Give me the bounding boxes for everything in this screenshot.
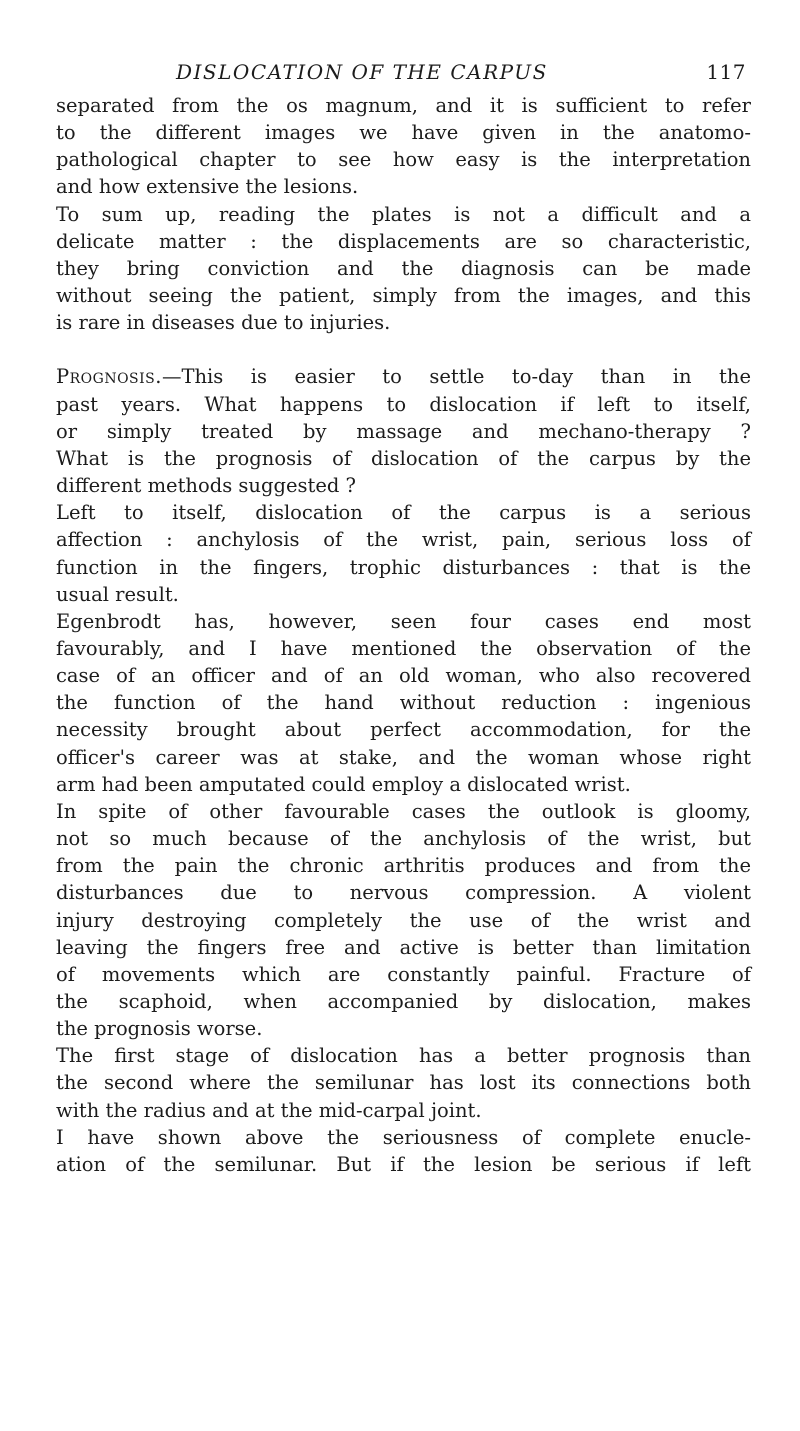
text-line: To sum up, reading the plates is not a difficult and a xyxy=(56,202,751,226)
section-gap xyxy=(56,336,751,363)
text-line: usual result. xyxy=(56,582,179,606)
text-line: necessity brought about perfect accommodation, for the xyxy=(56,718,751,742)
text-line: case of an officer and of an old woman, who also recovered xyxy=(56,664,751,688)
text-run: —This is easier to settle to-day than in the xyxy=(161,365,751,389)
page-number: 117 xyxy=(706,60,746,84)
paragraph-outlook xyxy=(56,798,751,1042)
text-line: separated from the os magnum, and it is sufficient to refer xyxy=(56,94,751,117)
text-line: to the different images we have given in the anatomo- xyxy=(56,121,751,145)
text-line: from the pain the chronic arthritis produces and from the xyxy=(56,854,751,878)
text-line: affection : anchylosis of the wrist, pain, serious loss of xyxy=(56,528,751,552)
running-title: DISLOCATION OF THE CARPUS xyxy=(176,60,548,84)
text-line: ation of the semilunar. But if the lesion be serious if left xyxy=(56,1152,751,1176)
paragraph-prognosis xyxy=(56,363,751,499)
text-line: the scaphoid, when accompanied by dislocation, makes xyxy=(56,990,751,1013)
text-line: I have shown above the seriousness of complete enucle- xyxy=(56,1125,751,1149)
paragraph-os-magnum xyxy=(56,92,751,201)
text-line: officer's career was at stake, and the woman whose right xyxy=(56,745,751,769)
text-line: they bring conviction and the diagnosis can be made xyxy=(56,256,751,280)
section-heading-prognosis: Prognosis. xyxy=(56,365,162,389)
paragraph-first-stage xyxy=(56,1042,751,1123)
text-line xyxy=(56,363,751,390)
text-line: injury destroying completely the use of the wrist and xyxy=(56,908,751,932)
text-line: Left to itself, dislocation of the carpus is a serious xyxy=(56,501,751,525)
body-text xyxy=(56,92,751,1178)
text-line: pathological chapter to see how easy is the interpretation xyxy=(56,148,751,172)
text-line: with the radius and at the mid-carpal joint. xyxy=(56,1098,482,1122)
paragraph-egenbrodt xyxy=(56,608,751,798)
text-line: disturbances due to nervous compression. A violent xyxy=(56,881,751,905)
text-line: the second where the semilunar has lost its connections both xyxy=(56,1071,751,1095)
text-line: In spite of other favourable cases the outlook is gloomy, xyxy=(56,799,751,823)
text-line: arm had been amputated could employ a dislocated wrist. xyxy=(56,772,631,796)
text-line: leaving the fingers free and active is better than limitation xyxy=(56,935,751,959)
text-line: or simply treated by massage and mechano-therapy ? xyxy=(56,419,751,443)
paragraph-sum-up xyxy=(56,201,751,337)
text-line: function in the fingers, trophic disturbances : that is the xyxy=(56,555,751,579)
text-line: Egenbrodt has, however, seen four cases end most xyxy=(56,609,751,633)
text-line: favourably, and I have mentioned the observation of the xyxy=(56,636,751,660)
text-line: without seeing the patient, simply from the images, and this xyxy=(56,284,751,308)
text-line: The first stage of dislocation has a better prognosis than xyxy=(56,1044,751,1068)
text-line: the function of the hand without reduction : ingenious xyxy=(56,691,751,715)
text-line: the prognosis worse. xyxy=(56,1017,263,1041)
text-line: delicate matter : the displacements are so characteristic, xyxy=(56,229,751,253)
text-line: of movements which are constantly painful. Fracture of xyxy=(56,962,751,986)
running-head xyxy=(56,60,746,92)
text-line: and how extensive the lesions. xyxy=(56,175,359,199)
paragraph-enucleation xyxy=(56,1124,751,1178)
text-line: is rare in diseases due to injuries. xyxy=(56,311,391,335)
text-line: not so much because of the anchylosis of the wrist, but xyxy=(56,827,751,851)
text-line: What is the prognosis of dislocation of the carpus by the xyxy=(56,446,751,470)
text-line: past years. What happens to dislocation if left to itself, xyxy=(56,392,751,416)
text-line: different methods suggested ? xyxy=(56,474,357,498)
paragraph-left-to-itself xyxy=(56,499,751,608)
